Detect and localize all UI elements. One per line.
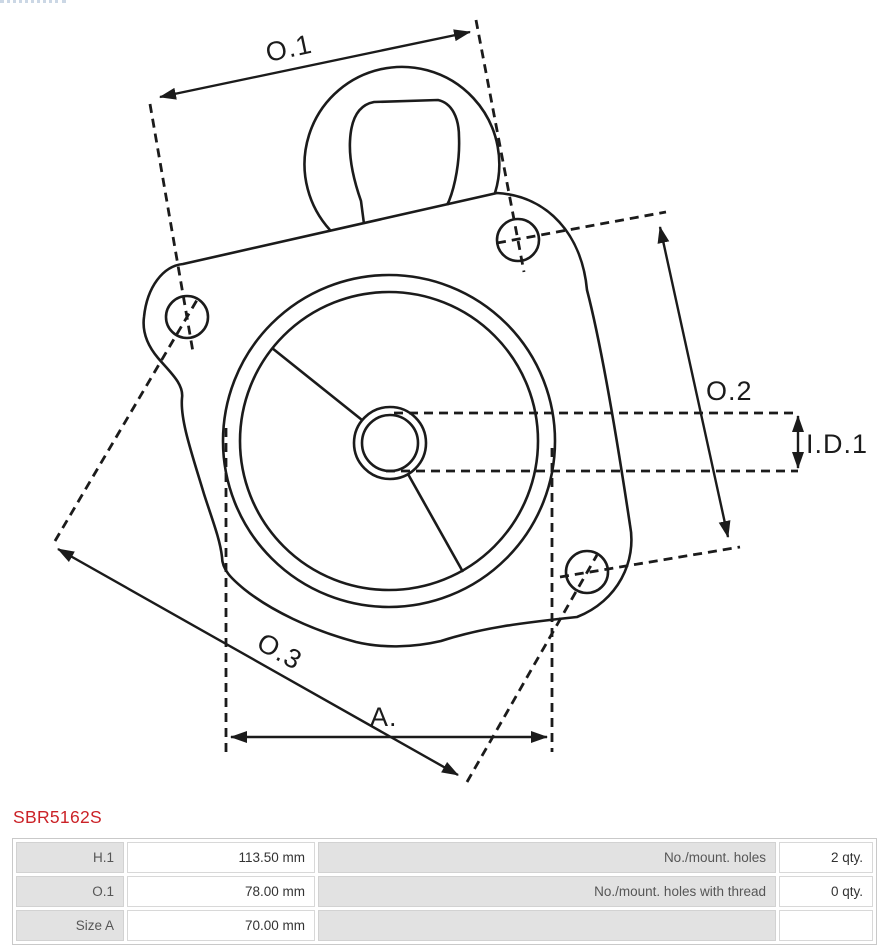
hub-shaft-hole — [362, 415, 418, 471]
spec-table-row — [16, 876, 873, 907]
spec-count-label — [318, 910, 776, 941]
spec-dim-value: 78.00 mm — [127, 876, 315, 907]
spec-count-value — [779, 910, 873, 941]
spec-dim-label: H.1 — [16, 842, 124, 873]
spec-dim-label: O.1 — [16, 876, 124, 907]
spec-table — [12, 838, 877, 945]
spec-table-row — [16, 842, 873, 873]
spec-count-value: 2 qty. — [779, 842, 873, 873]
dim-label-o3: O.3 — [252, 627, 308, 676]
spec-dim-label: Size A — [16, 910, 124, 941]
spec-table-row — [16, 910, 873, 941]
spec-dim-value: 113.50 mm — [127, 842, 315, 873]
dim-label-o2: O.2 — [706, 376, 753, 406]
dim-label-o1: O.1 — [263, 28, 315, 68]
spec-dim-value: 70.00 mm — [127, 910, 315, 941]
spec-count-label: No./mount. holes — [318, 842, 776, 873]
dim-label-a: A. — [370, 702, 398, 732]
spec-count-value: 0 qty. — [779, 876, 873, 907]
spec-count-label: No./mount. holes with thread — [318, 876, 776, 907]
dim-label-id1: I.D.1 — [806, 429, 869, 459]
part-number-heading: SBR5162S — [13, 807, 102, 827]
dimension-line-o1 — [160, 32, 470, 97]
